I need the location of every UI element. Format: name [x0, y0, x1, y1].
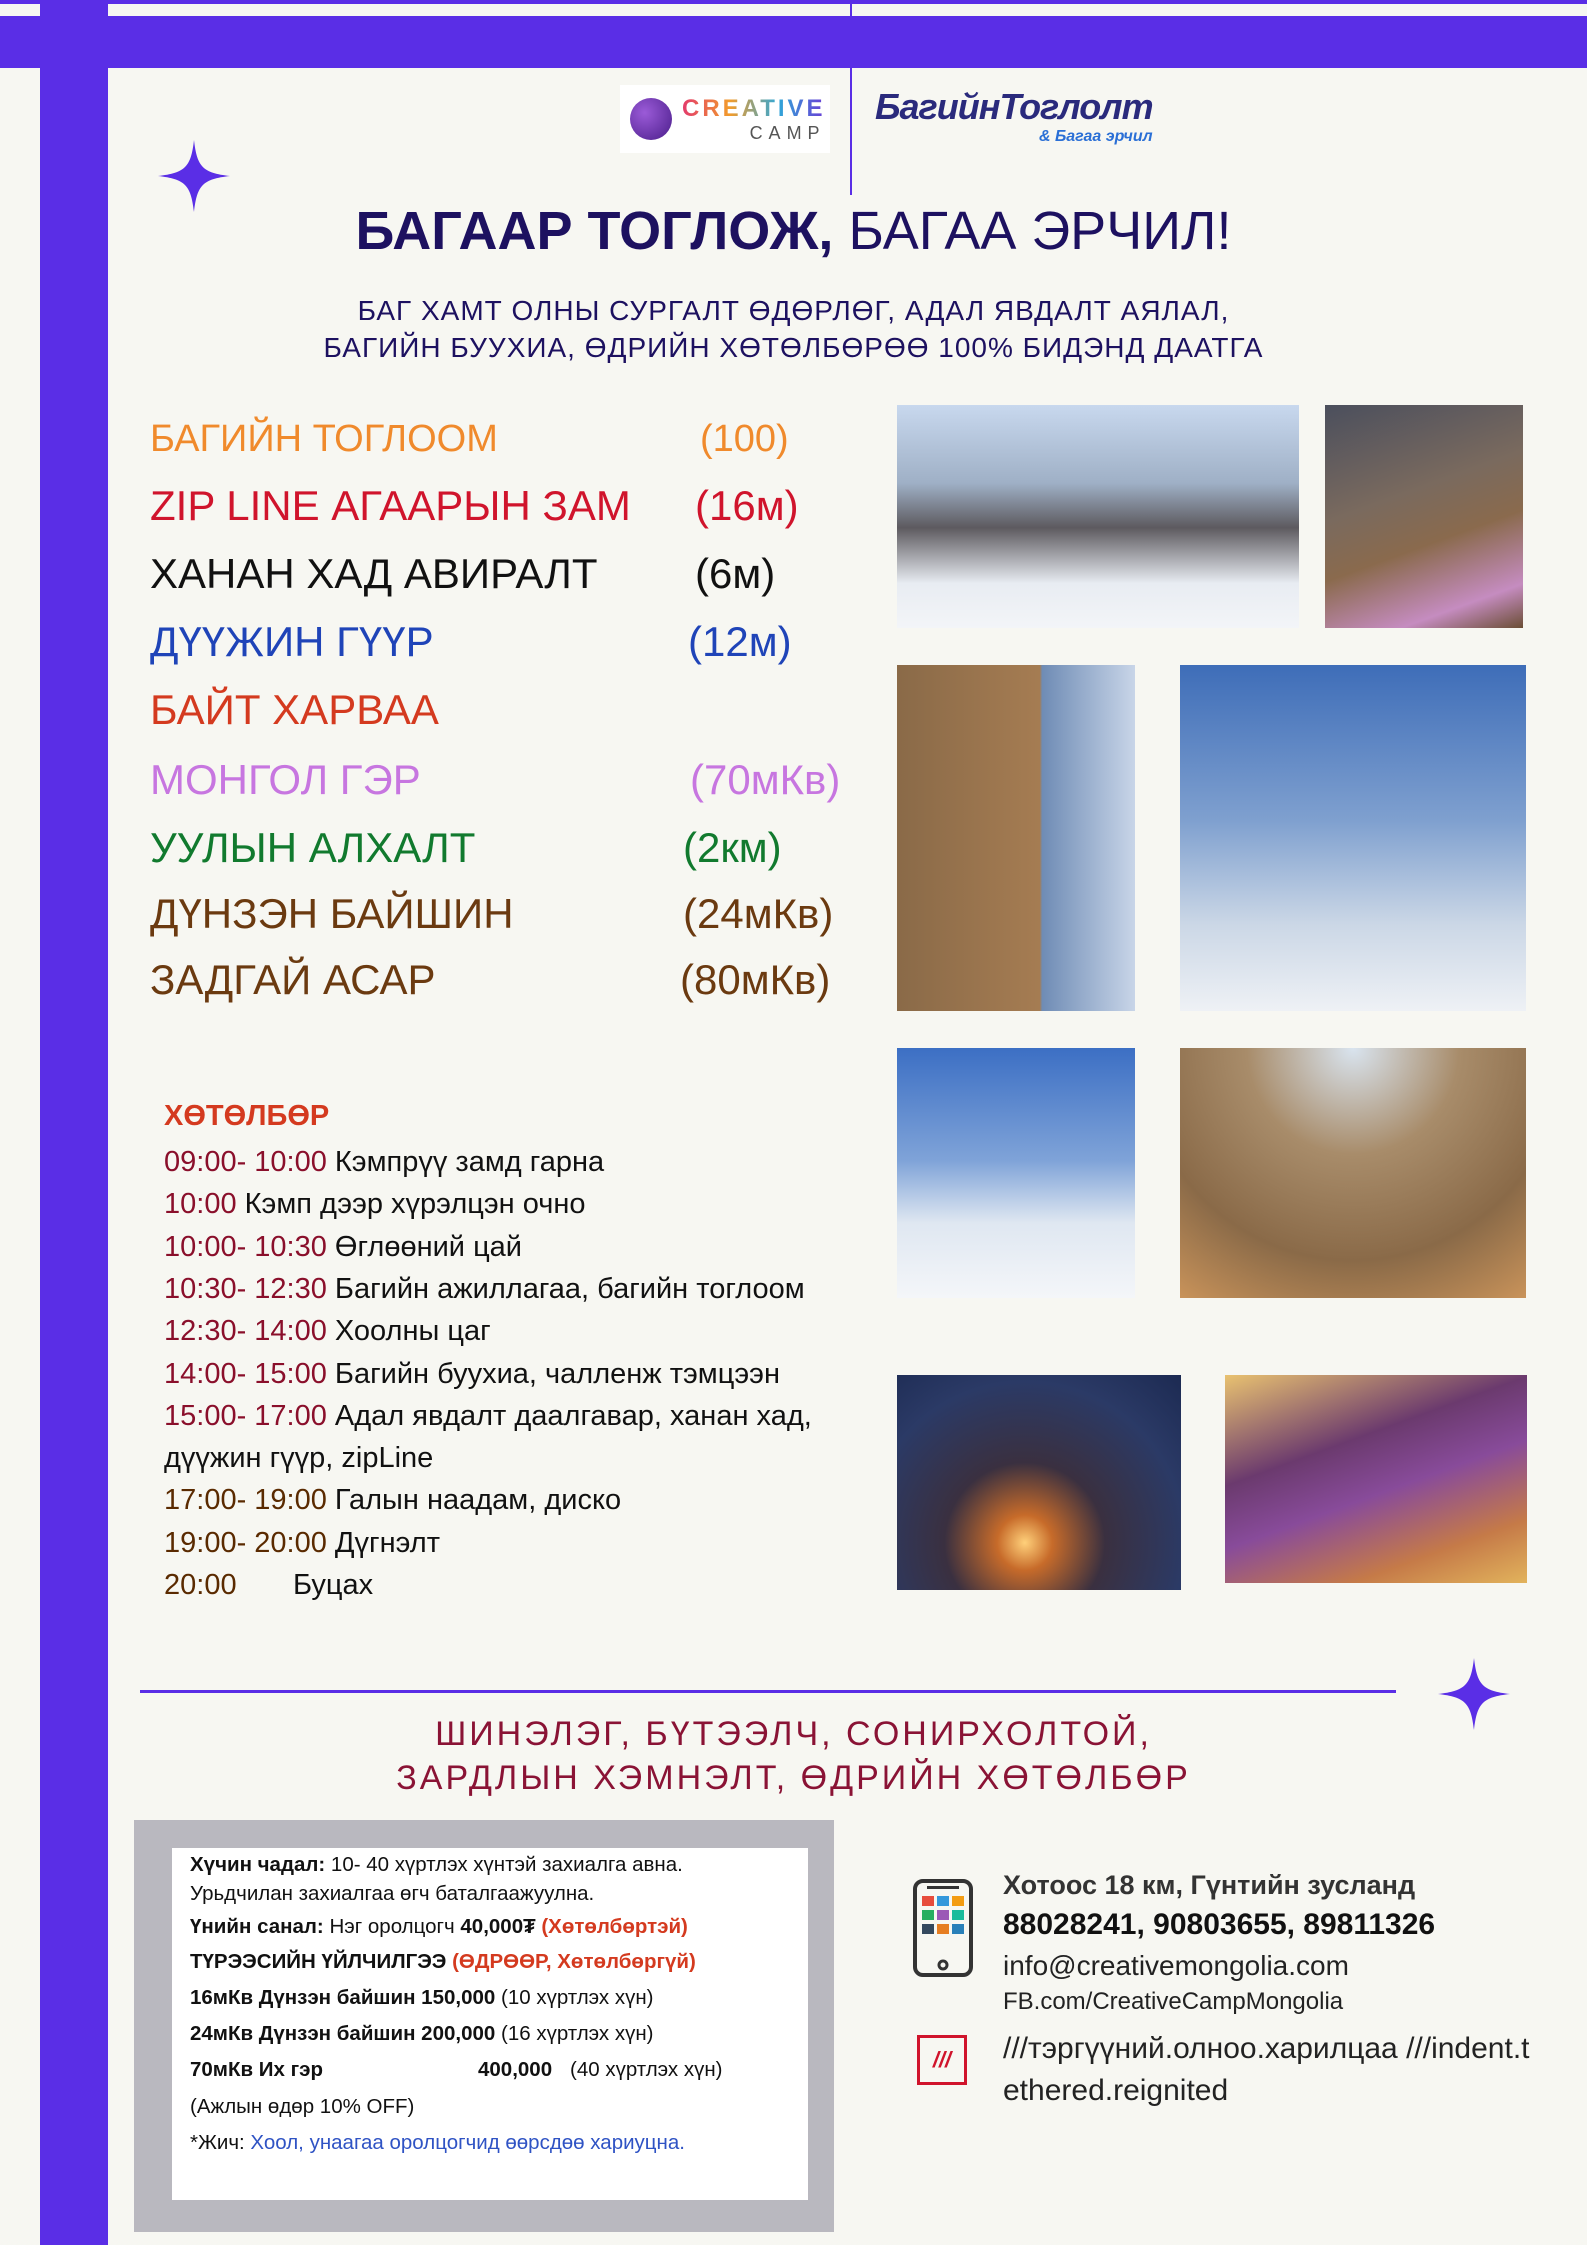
activity-value: (70мКв) — [690, 756, 841, 803]
activity-value: (80мКв) — [680, 956, 831, 1003]
schedule-item — [164, 1273, 805, 1306]
footnote-line — [190, 2131, 685, 2155]
schedule-time: 15:00- 17:00 — [164, 1399, 327, 1432]
schedule-item — [164, 1569, 373, 1602]
logo-camp-text: CAMP — [749, 122, 826, 143]
price-label: Үнийн санал: — [190, 1915, 324, 1938]
rental-item-note: (16 хүртлэх хүн) — [495, 2022, 654, 2045]
activity-value: (100) — [700, 418, 789, 460]
activity-item — [150, 686, 439, 734]
schedule-time: 10:30- 12:30 — [164, 1272, 327, 1305]
page-title — [0, 200, 1587, 262]
bagiin-toglolt-logo — [875, 86, 1153, 146]
activity-name: УУЛЫН АЛХАЛТ — [150, 824, 476, 871]
schedule-text: Өглөөний цай — [326, 1230, 523, 1263]
schedule-text: Хоолны цаг — [326, 1315, 491, 1348]
logo-bagiin-subtext: & Багаа эрчил — [1038, 128, 1153, 145]
contact-phones[interactable]: 88028241, 90803655, 89811326 — [1003, 1908, 1436, 1941]
logo-bagiin-text: БагийнТоглолт — [875, 86, 1153, 127]
subheadline-line: БАГИЙН БУУХИА, ӨДРИЙН ХӨТӨЛБӨРӨӨ 100% БИДЭНД ДААТГА — [323, 332, 1264, 363]
activity-value: (6м) — [695, 550, 776, 597]
capacity-label: Хүчин чадал: — [190, 1853, 326, 1876]
activity-item — [150, 756, 841, 804]
photo-campfire — [897, 1375, 1181, 1590]
price-value: 40,000₮ — [460, 1915, 536, 1938]
schedule-item — [164, 1484, 621, 1517]
contact-facebook[interactable]: FB.com/CreativeCampMongolia — [1003, 1988, 1344, 2015]
slogan-line: ШИНЭЛЭГ, БҮТЭЭЛЧ, СОНИРХОЛТОЙ, — [435, 1715, 1152, 1753]
w3w-address-line[interactable]: ethered.reignited — [1003, 2074, 1229, 2107]
photo-team-game-board — [1325, 405, 1523, 628]
price-text: Нэг оролцогч — [323, 1915, 461, 1938]
activity-name: ДҮҮЖИН ГҮҮР — [150, 618, 434, 665]
contact-location: Хотоос 18 км, Гүнтийн зусланд — [1003, 1870, 1416, 1900]
schedule-item — [164, 1146, 604, 1179]
activity-value: (2км) — [683, 824, 782, 871]
footnote-label: *Жич: — [190, 2131, 245, 2154]
schedule-time: 19:00- 20:00 — [164, 1526, 327, 1559]
creative-camp-logo — [620, 85, 830, 153]
activity-item — [150, 618, 792, 666]
contact-email[interactable]: info@creativemongolia.com — [1003, 1950, 1349, 1981]
schedule-text: Кэмп дээр хүрэлцэн очно — [236, 1188, 586, 1221]
title-normal: БАГАА ЭРЧИЛ! — [848, 201, 1232, 261]
schedule-text: Галын наадам, диско — [326, 1484, 622, 1517]
subheadline — [0, 292, 1587, 366]
schedule-item — [164, 1231, 522, 1264]
activity-value: (12м) — [688, 618, 792, 665]
activity-item — [150, 550, 776, 598]
photo-team-game-snow — [897, 405, 1299, 628]
logo-creative-text: CREATIVE — [682, 94, 826, 122]
rental-line — [190, 2022, 654, 2046]
schedule-time: 12:30- 14:00 — [164, 1315, 327, 1348]
schedule-text: Багийн ажиллагаа, багийн тоглоом — [326, 1272, 805, 1305]
activity-name: ZIP LINE АГААРЫН ЗАМ — [150, 482, 631, 529]
subheadline-line: БАГ ХАМТ ОЛНЫ СУРГАЛТ ӨДӨРЛӨГ, АДАЛ ЯВДАЛТ АЯЛАЛ, — [357, 295, 1230, 326]
schedule-text: Дүгнэлт — [326, 1526, 441, 1559]
rental-item-price: 400,000 — [478, 2058, 553, 2081]
photo-climbing-wall — [897, 665, 1135, 1011]
activity-value: (16м) — [695, 482, 799, 529]
schedule-time: 09:00- 10:00 — [164, 1146, 327, 1178]
rental-item-note: (40 хүртлэх хүн) — [570, 2058, 723, 2081]
schedule-text: Адал явдалт даалгавар, ханан хад, — [326, 1399, 812, 1432]
phone-icon — [912, 1878, 974, 1978]
schedule-time: 20:00 — [164, 1569, 237, 1601]
schedule-item — [164, 1400, 812, 1433]
title-bold: БАГААР ТОГЛОЖ, — [355, 201, 834, 261]
activity-name: БАЙТ ХАРВАА — [150, 686, 439, 733]
activity-item — [150, 482, 799, 530]
discount-line: (Ажлын өдөр 10% OFF) — [190, 2095, 415, 2118]
schedule-item — [164, 1315, 491, 1348]
schedule-time: 17:00- 19:00 — [164, 1484, 327, 1517]
photo-indoor-team-game — [1225, 1375, 1527, 1583]
schedule-item — [164, 1527, 440, 1560]
schedule-time: 14:00- 15:00 — [164, 1357, 327, 1390]
activity-name: ХАНАН ХАД АВИРАЛТ — [150, 550, 598, 597]
photo-zipline-hill — [897, 1048, 1135, 1298]
rental-line — [190, 2058, 723, 2082]
rental-header — [190, 1950, 696, 1974]
rental-line — [190, 1986, 654, 2010]
capacity-line — [190, 1853, 683, 1877]
activity-value: (24мКв) — [683, 890, 834, 937]
schedule-title: ХӨТӨЛБӨР — [164, 1100, 330, 1132]
rental-item-label: 70мКв Их гэр — [190, 2058, 323, 2081]
schedule-item — [164, 1358, 780, 1391]
schedule-text: дүүжин гүүр, zipLine — [164, 1442, 434, 1475]
schedule-time: 10:00 — [164, 1188, 237, 1221]
activity-item — [150, 418, 789, 461]
footnote-text: Хоол, унаагаа оролцогчид өөрсдөө хариуцна. — [244, 2131, 685, 2154]
activity-name: МОНГОЛ ГЭР — [150, 756, 421, 803]
schedule-time: 10:00- 10:30 — [164, 1230, 327, 1263]
activity-name: БАГИЙН ТОГЛООМ — [150, 418, 498, 460]
rental-label: ТҮРЭЭСИЙН ҮЙЛЧИЛГЭЭ — [190, 1950, 447, 1973]
rental-note: (ӨДРӨӨР, Хөтөлбөргүй) — [446, 1950, 696, 1973]
slogan — [0, 1712, 1587, 1800]
rental-item-label: 24мКв Дүнзэн байшин 200,000 — [190, 2022, 496, 2045]
brain-icon — [630, 98, 672, 140]
what3words-icon: /// — [917, 2035, 967, 2085]
slogan-line: ЗАРДЛЫН ХЭМНЭЛТ, ӨДРИЙН ХӨТӨЛБӨР — [396, 1759, 1191, 1797]
schedule-item — [164, 1442, 433, 1475]
activity-name: ЗАДГАЙ АСАР — [150, 956, 436, 1003]
schedule-text: Кэмпрүү замд гарна — [326, 1146, 605, 1178]
top-border-line — [0, 0, 1587, 4]
activity-item — [150, 824, 782, 872]
header-divider-line — [850, 0, 852, 195]
price-line — [190, 1915, 688, 1939]
rental-item-label: 16мКв Дүнзэн байшин 150,000 — [190, 1986, 496, 2009]
rental-item-note: (10 хүртлэх хүн) — [495, 1986, 654, 2009]
schedule-text: Багийн буухиа, чалленж тэмцээн — [326, 1357, 780, 1390]
activity-item — [150, 890, 834, 938]
w3w-address-line[interactable]: ///тэргүүний.олноо.харилцаа ///indent.t — [1003, 2032, 1530, 2065]
activity-name: ДҮНЗЭН БАЙШИН — [150, 890, 514, 937]
photo-zipline-rider — [1180, 665, 1526, 1011]
activity-item — [150, 956, 831, 1004]
schedule-item — [164, 1188, 585, 1221]
photo-ger-interior — [1180, 1048, 1526, 1298]
top-frame-bar — [0, 16, 1587, 68]
capacity-text: 10- 40 хүртлэх хүнтэй захиалга авна. — [325, 1853, 683, 1876]
price-note: (Хөтөлбөртэй) — [535, 1915, 688, 1938]
section-divider — [140, 1690, 1396, 1693]
schedule-text: Буцах — [236, 1569, 374, 1601]
advance-line: Урьдчилан захиалгаа өгч баталгаажуулна. — [190, 1882, 595, 1905]
